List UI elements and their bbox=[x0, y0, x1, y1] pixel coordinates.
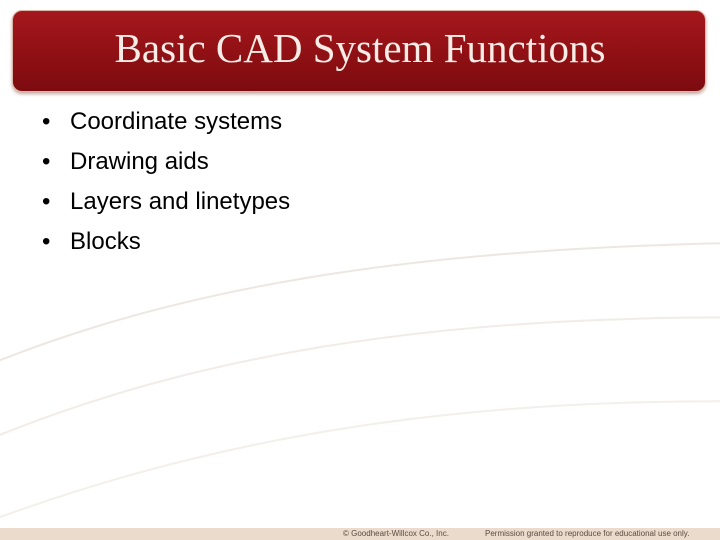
bullet-text: Coordinate systems bbox=[70, 108, 283, 135]
bullet-list bbox=[42, 108, 290, 268]
footer-permission: Permission granted to reproduce for educational use only. bbox=[485, 529, 690, 538]
bullet-text: Blocks bbox=[70, 228, 141, 255]
slide-title: Basic CAD System Functions bbox=[114, 25, 606, 71]
bullet-item bbox=[42, 228, 290, 268]
bullet-marker: • bbox=[42, 228, 51, 255]
footer-copyright: © Goodheart-Willcox Co., Inc. bbox=[343, 529, 449, 538]
bullet-marker: • bbox=[42, 108, 51, 135]
bullet-item bbox=[42, 148, 290, 188]
bullet-marker: • bbox=[42, 148, 51, 175]
bullet-item bbox=[42, 188, 290, 228]
bullet-marker: • bbox=[42, 188, 51, 215]
bullet-item bbox=[42, 108, 290, 148]
bullet-text: Layers and linetypes bbox=[70, 188, 291, 215]
bullet-text: Drawing aids bbox=[70, 148, 209, 175]
